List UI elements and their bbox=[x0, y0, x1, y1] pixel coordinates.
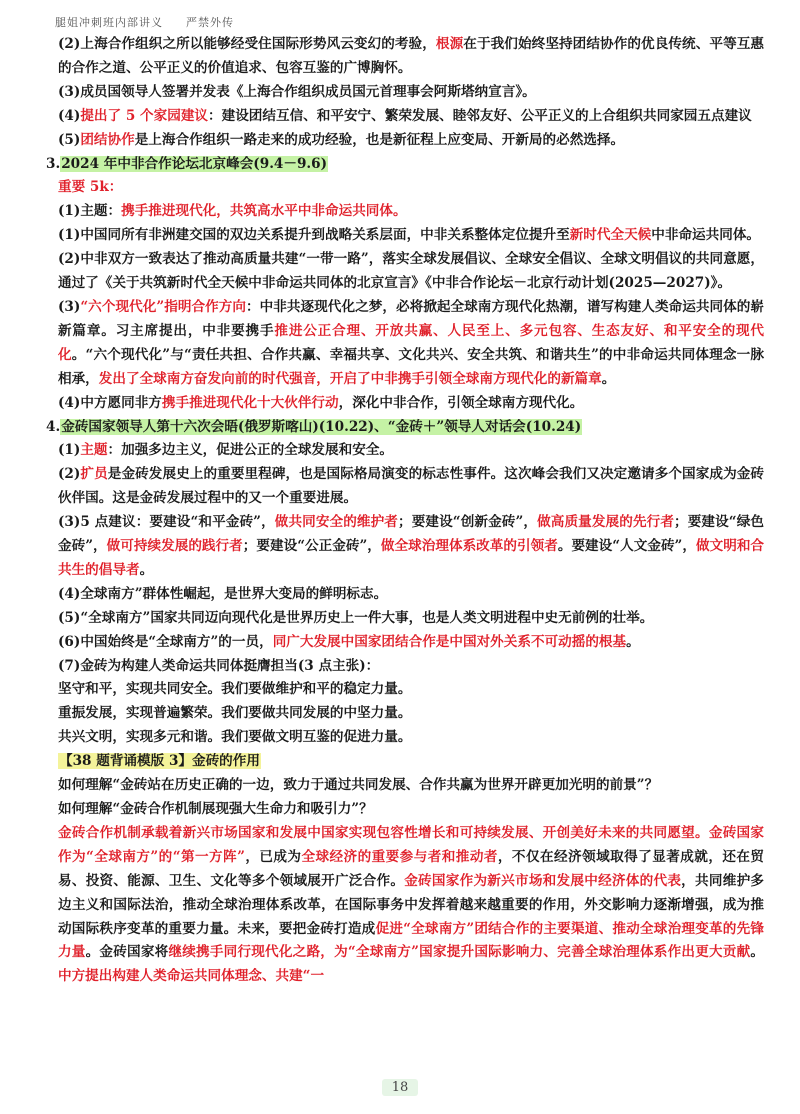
text-run: ；要建设“创新金砖”， bbox=[398, 514, 538, 531]
highlight-text: 主题 bbox=[80, 442, 108, 459]
highlight-text: 同广大发展中国家团结合作是中国对外关系不可动摇的根基 bbox=[272, 633, 627, 650]
text-run: (5)“全球南方”国家共同迈向现代化是世界历史上一件大事，也是人类文明进程中史无前例的壮举。 bbox=[58, 609, 654, 626]
text-run: (5) bbox=[58, 131, 81, 148]
text-run: (3)5 点建议：要建设“和平金砖”， bbox=[58, 514, 275, 531]
text-run: 。要建设“人文金砖”， bbox=[557, 538, 696, 555]
text-run: 是上海合作组织一路走来的成功经验，也是新征程上应变局、开新局的必然选择。 bbox=[134, 131, 625, 148]
text-run: ：建设团结互信、和平安宁、繁荣发展、睦邻友好、公平正义的上合组织共同家园五点建议 bbox=[208, 107, 752, 124]
text-run: ，深化中非合作，引领全球南方现代化。 bbox=[338, 394, 584, 411]
answer-paragraph bbox=[58, 822, 764, 989]
line-l16 bbox=[58, 583, 764, 607]
text-run: (4)中方愿同非方 bbox=[58, 394, 162, 411]
template-heading bbox=[58, 750, 764, 774]
text-run: (4)全球南方”群体性崛起，是世界大变局的鲜明标志。 bbox=[58, 585, 388, 602]
text-run: ，共同维护多边主义和国际法治，推动全球治理体系改革，在国际事务中发挥着越来越重要的作用，外交影响力逐渐增强，成为推动国际秩序变革的重要力量。未来，要把金砖打造成 bbox=[58, 872, 765, 937]
section-3-heading bbox=[46, 153, 764, 177]
text-run: (1)中国同所有非洲建交国的双边关系提升到战略关系层面，中非关系整体定位提升至 bbox=[58, 227, 570, 244]
highlight-text: 促进“全球南方”团结合作的主要渠道、推动全球治理变革的先锋力量 bbox=[58, 920, 764, 961]
highlight-text: 做全球治理体系改革的引领者 bbox=[380, 538, 558, 555]
page-footer bbox=[0, 1076, 800, 1096]
highlight-text: 携手推进现代化，共筑高水平中非命运共同体。 bbox=[121, 203, 407, 220]
highlight-text: 做文明和合共生的倡导者 bbox=[58, 538, 765, 578]
text-run: 。 bbox=[139, 561, 154, 578]
highlight-text: 做可持续发展的践行者 bbox=[106, 538, 243, 555]
text-run: 中非命运共同体。 bbox=[651, 227, 761, 244]
text-run: 共兴文明，实现多元和谐。我们要做文明互鉴的促进力量。 bbox=[58, 729, 412, 746]
highlight-text: 扩员 bbox=[80, 466, 108, 483]
highlight-text: 中方提出构建人类命运共同体理念、共建“一 bbox=[58, 968, 325, 985]
line-l7 bbox=[58, 200, 764, 224]
line-l8 bbox=[58, 224, 764, 248]
header-course-title: 腿姐冲刺班内部讲义 bbox=[55, 16, 163, 29]
section-4-heading bbox=[46, 416, 764, 440]
highlight-text: 提出了 5 个家园建议 bbox=[80, 107, 209, 124]
text-run: 。 bbox=[626, 633, 640, 650]
highlight-text: 全球经济的重要参与者和推动者 bbox=[301, 848, 498, 865]
text-run: (2) bbox=[58, 466, 81, 483]
highlight-text: 携手推进现代化十大伙伴行动 bbox=[161, 394, 339, 411]
line-l3 bbox=[58, 105, 764, 129]
header-notice: 严禁外传 bbox=[186, 16, 234, 29]
line-l19 bbox=[58, 655, 764, 679]
highlight-text: 金砖合作机制承载着新兴市场国家和发展中国家实现包容性增长和可持续发展、开创美好未来的共同愿望。金砖国家作为“全球南方”的“第一方阵” bbox=[58, 824, 764, 865]
text-run: 。 bbox=[750, 944, 765, 961]
page-number: 18 bbox=[382, 1079, 419, 1096]
highlight-text: 金砖国家作为新兴市场和发展中经济体的代表 bbox=[404, 872, 682, 889]
text-run: (1) bbox=[58, 442, 81, 459]
line-l4 bbox=[58, 129, 764, 153]
text-run: 在于我们始终坚持团结协作的优良传统、平等互惠的合作之道、公平正义的价值追求、包容互鉴的广博胸怀。 bbox=[58, 36, 765, 76]
text-run: ，已成为 bbox=[244, 848, 302, 865]
text-run: ，不仅在经济领域取得了显著成就，还在贸易、投资、能源、卫生、文化等多个领域展开广泛合作。 bbox=[58, 848, 765, 889]
section-number: 4. bbox=[46, 418, 61, 435]
text-run: (1)主题： bbox=[58, 203, 122, 220]
text-run: ：加强多边主义，促进公正的全球发展和安全。 bbox=[107, 442, 393, 459]
highlight-text: 继续携手同行现代化之路，为“全球南方”国家提升国际影响力、完善全球治理体系作出更大贡献 bbox=[168, 944, 751, 961]
line-l18 bbox=[58, 631, 764, 655]
highlight-text: 重要 5k： bbox=[58, 179, 123, 196]
highlight-text: 新时代全天候 bbox=[569, 227, 652, 244]
marked-heading-text: 2024 年中非合作论坛北京峰会(9.4－9.6) bbox=[61, 155, 328, 172]
text-run: (6)中国始终是“全球南方”的一员， bbox=[58, 633, 273, 650]
line-l6 bbox=[58, 176, 764, 200]
line-l1 bbox=[58, 33, 764, 81]
text-run: (3)成员国领导人签署并发表《上海合作组织成员国元首理事会阿斯塔纳宣言》。 bbox=[58, 83, 536, 100]
highlight-text: “六个现代化”指明合作方向 bbox=[80, 298, 247, 315]
line-l17 bbox=[58, 607, 764, 631]
text-run: ：中非共逐现代化之梦，必将掀起全球南方现代化热潮，谱写构建人类命运共同体的崭新篇章。习主席提出，中非要携手 bbox=[58, 298, 765, 339]
text-run: 是金砖发展史上的重要里程碑，也是国际格局演变的标志性事件。这次峰会我们又决定邀请多个国家成为金砖伙伴国。这是金砖发展过程中的又一个重要进展。 bbox=[58, 466, 765, 507]
text-run: 。 bbox=[601, 370, 616, 387]
text-run: (7)金砖为构建人类命运共同体挺膺担当(3 点主张)： bbox=[58, 657, 380, 674]
question-1 bbox=[58, 774, 764, 798]
text-run: 。金砖国家将 bbox=[85, 944, 169, 961]
line-l15 bbox=[58, 511, 764, 583]
marked-heading-text: 金砖国家领导人第十六次会晤(俄罗斯喀山)(10.22)、“金砖＋”领导人对话会(10.24) bbox=[61, 418, 582, 435]
highlight-text: 做高质量发展的先行者 bbox=[537, 514, 675, 531]
question-2 bbox=[58, 798, 764, 822]
text-run: 重振发展，实现普遍繁荣。我们要做共同发展的中坚力量。 bbox=[58, 705, 412, 722]
text-run: 坚守和平，实现共同安全。我们要做维护和平的稳定力量。 bbox=[58, 681, 412, 698]
text-run: (4) bbox=[58, 107, 81, 124]
page-header bbox=[55, 14, 234, 30]
line-l22 bbox=[58, 726, 764, 750]
text-run: 。“六个现代化”与“责任共担、合作共赢、幸福共享、文化共兴、安全共筑、和谐共生”的中非命运共同体理念一脉相承， bbox=[58, 346, 764, 387]
highlight-text: 推进公正合理、开放共赢、人民至上、多元包容、生态友好、和平安全的现代化 bbox=[58, 322, 765, 363]
text-run: (2)上海合作组织之所以能够经受住国际形势风云变幻的考验， bbox=[58, 36, 436, 52]
highlight-text: 发出了全球南方奋发向前的时代强音，开启了中非携手引领全球南方现代化的新篇章 bbox=[98, 370, 602, 387]
line-l9 bbox=[58, 248, 764, 296]
text-run: ；要建设“公正金砖”， bbox=[242, 538, 381, 555]
line-l2 bbox=[58, 81, 764, 105]
document-body bbox=[46, 33, 765, 989]
highlight-text: 做共同安全的维护者 bbox=[274, 514, 399, 531]
highlight-text: 根源 bbox=[435, 36, 464, 52]
text-run: (2)中非双方一致表达了推动高质量共建“一带一路”，落实全球发展倡议、全球安全倡议、全球文明倡议的共同意愿，通过了《关于共筑新时代全天候中非命运共同体的北京宣言》《中非合作论坛－北京行动计划(2025—2027)》。 bbox=[58, 251, 764, 292]
line-l14 bbox=[58, 463, 764, 511]
text-run: 如何理解“金砖合作机制展现强大生命力和吸引力”？ bbox=[58, 801, 373, 817]
line-l10 bbox=[58, 296, 764, 392]
text-run: 如何理解“金砖站在历史正确的一边，致力于通过共同发展、合作共赢为世界开辟更加光明的前景”？ bbox=[58, 777, 659, 794]
highlight-text: 团结协作 bbox=[80, 131, 135, 148]
text-run: (3) bbox=[58, 298, 81, 315]
marked-heading-text: 【38 题背诵模版 3】金砖的作用 bbox=[59, 753, 260, 770]
line-l13 bbox=[58, 439, 764, 463]
text-run: ；要建设“绿色金砖”， bbox=[58, 514, 765, 555]
section-number: 3. bbox=[46, 155, 61, 172]
line-l11 bbox=[58, 392, 764, 416]
line-l20 bbox=[58, 678, 764, 702]
line-l21 bbox=[58, 702, 764, 726]
